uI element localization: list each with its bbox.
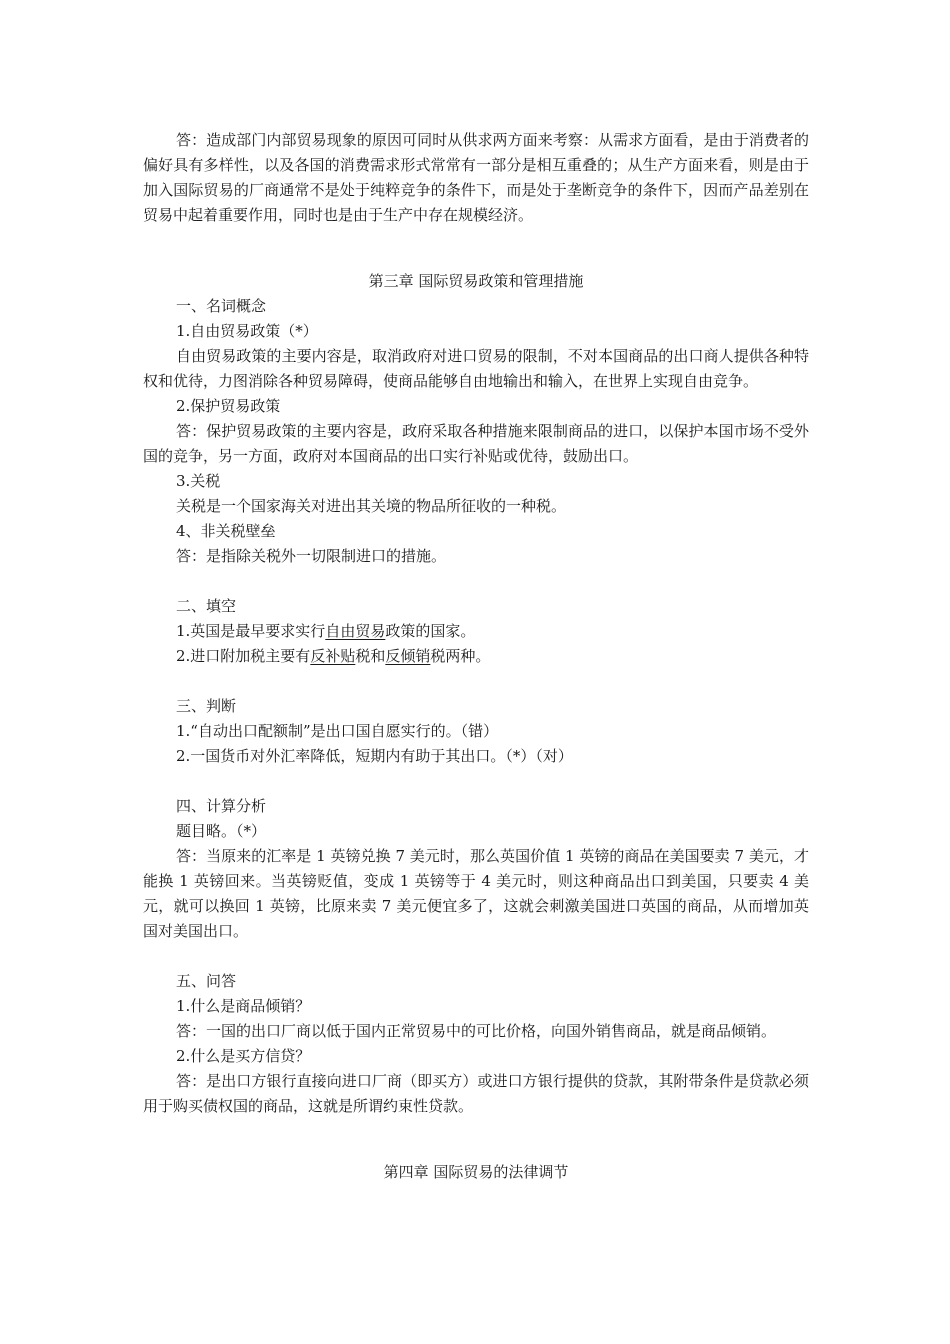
- fill2-answer-1: 反补贴: [310, 647, 356, 665]
- term2-body: 答：保护贸易政策的主要内容是，政府采取各种措施来限制商品的进口，以保护本国市场不受外国的竞争，另一方面，政府对本国商品的出口实行补贴或优待，鼓励出口。: [143, 422, 809, 465]
- term3-body: 关税是一个国家海关对进出其关境的物品所征收的一种税。: [176, 497, 567, 515]
- qa-answer-2: 答：是出口方银行直接向进口厂商（即买方）或进口方银行提供的贷款，其附带条件是贷款必须用于购买债权国的商品，这就是所谓约束性贷款。: [143, 1072, 809, 1115]
- fill2-answer-2: 反倾销: [385, 647, 431, 665]
- qa-answer-1: 答：一国的出口厂商以低于国内正常贸易中的可比价格，向国外销售商品，就是商品倾销。: [176, 1022, 777, 1040]
- section1-heading: 一、名词概念: [176, 297, 267, 315]
- judge-question-2: 2.一国货币对外汇率降低，短期内有助于其出口。（*）（对）: [176, 747, 573, 765]
- section4-heading: 四、计算分析: [176, 797, 267, 815]
- calc-question: 题目略。（*）: [176, 822, 267, 840]
- judge-question-1: 1.“自动出口配额制”是出口国自愿实行的。（错）: [176, 722, 499, 740]
- fill2-post: 税两种。: [430, 647, 491, 665]
- chapter3-title: 第三章 国际贸易政策和管理措施: [368, 272, 584, 290]
- intro-answer: 答：造成部门内部贸易现象的原因可同时从供求两方面来考察：从需求方面看，是由于消费者的偏好具有多样性，以及各国的消费需求形式常常有一部分是相互重叠的；从生产方面来看，则是由于加入国际贸易的厂商通常不是处于纯粹竞争的条件下，而是处于垄断竞争的条件下，因而产品差别在贸易中起着重要作用，同时也是由于生产中存在规模经济。: [143, 131, 809, 224]
- qa-question-1: 1.什么是商品倾销？: [176, 997, 311, 1015]
- term4-title: 4、非关税壁垒: [176, 522, 276, 540]
- section3-heading: 三、判断: [176, 697, 237, 715]
- fill-question-1: [143, 619, 809, 644]
- fill1-answer: 自由贸易: [325, 622, 386, 640]
- fill1-pre: 1.英国是最早要求实行: [176, 622, 326, 640]
- section2-heading: 二、填空: [176, 597, 237, 615]
- term3-title: 3.关税: [176, 472, 221, 490]
- fill2-pre: 2.进口附加税主要有: [176, 647, 311, 665]
- calc-answer: 答：当原来的汇率是 1 英镑兑换 7 美元时，那么英国价值 1 英镑的商品在美国要卖 7 美元，才能换 1 英镑回来。当英镑贬值，变成 1 英镑等于 4 美元时，则这种商品出口到美国，只要卖 4 美元，就可以换回 1 英镑，比原来卖 7 美元便宜多了，这就会刺激美国进口英国的商品，从而增加英国对美国出口。: [143, 847, 809, 940]
- term1-title: 1.自由贸易政策（*）: [176, 322, 318, 340]
- section5-heading: 五、问答: [176, 972, 237, 990]
- term1-body: 自由贸易政策的主要内容是，取消政府对进口贸易的限制，不对本国商品的出口商人提供各种特权和优待，力图消除各种贸易障碍，使商品能够自由地输出和输入，在世界上实现自由竞争。: [143, 347, 809, 390]
- chapter4-title: 第四章 国际贸易的法律调节: [383, 1163, 569, 1181]
- fill1-post: 政策的国家。: [385, 622, 476, 640]
- term2-title: 2.保护贸易政策: [176, 397, 281, 415]
- qa-question-2: 2.什么是买方信贷？: [176, 1047, 311, 1065]
- fill2-mid: 税和: [355, 647, 386, 665]
- term4-body: 答：是指除关税外一切限制进口的措施。: [176, 547, 447, 565]
- document-page: [143, 128, 809, 1185]
- fill-question-2: [143, 644, 809, 669]
